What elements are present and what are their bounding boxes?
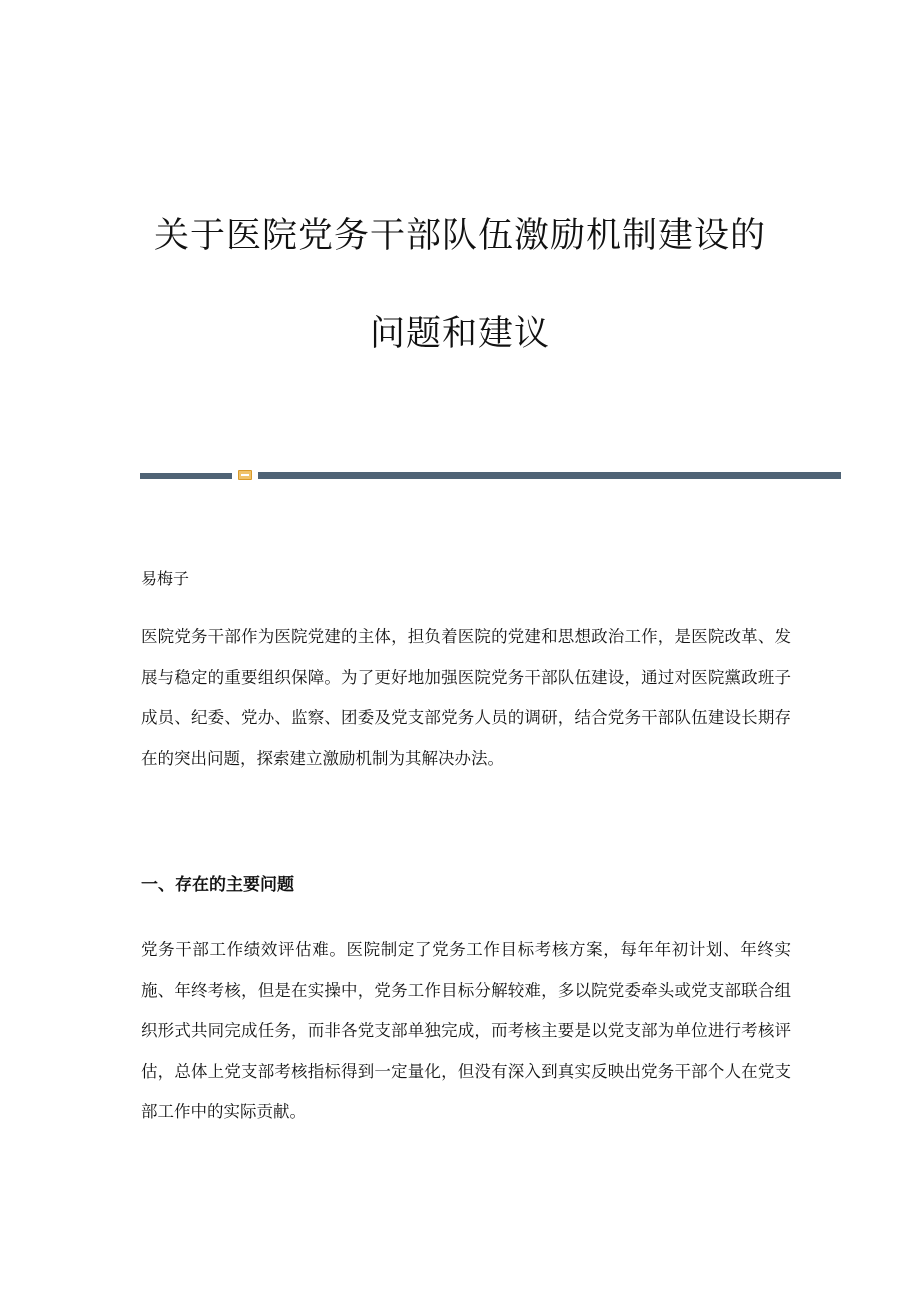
author-name: 易梅子 [141, 569, 190, 588]
abstract-paragraph: 医院党务干部作为医院党建的主体，担负着医院的党建和思想政治工作，是医院改革、发展与稳定的重要组织保障。为了更好地加强医院党务干部队伍建设，通过对医院黨政班子成员、纪委、党办、监察、团委及党支部党务人员的调研，结合党务干部队伍建设长期存在的突出问题，探索建立激励机制为其解决办法。 [141, 627, 791, 768]
divider-ornament-icon [238, 470, 252, 480]
document-title-line-1: 关于医院党务干部队伍激励机制建设的 [153, 216, 766, 256]
section-1-heading: 一、存在的主要问题 [141, 875, 294, 895]
section-1-paragraph: 党务干部工作绩效评估难。医院制定了党务工作目标考核方案，每年年初计划、年终实施、年终考核，但是在实操中，党务工作目标分解较难，多以院党委牵头或党支部联合组织形式共同完成任务，而非各党支部单独完成，而考核主要是以党支部为单位进行考核评估，总体上党支部考核指标得到一定量化，但没有深入到真实反映出党务干部个人在党支部工作中的实际贡献。 [141, 940, 791, 1121]
divider-bar-right [258, 472, 841, 479]
document-title-line-2: 问题和建议 [369, 314, 550, 354]
title-divider [140, 470, 841, 480]
divider-bar-left [140, 473, 232, 479]
